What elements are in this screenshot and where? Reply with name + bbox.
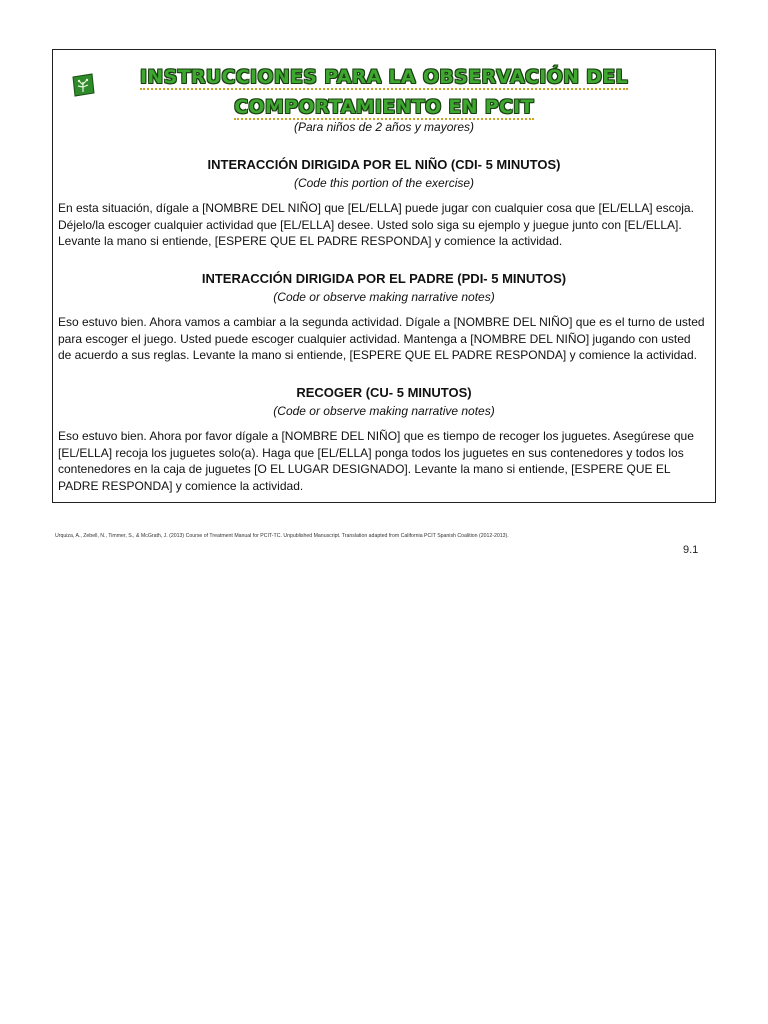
section-pdi-body: Eso estuvo bien. Ahora vamos a cambiar a la segunda actividad. Dígale a [NOMBRE DEL NIÑO] que es el turno de usted para escoger el juego. Usted puede escoger cualquier actividad. Mantenga a [NOMBRE DEL NIÑO] jugando con usted de acuerdo a sus reglas. Levante la mano si entiende, [ESPERE QUE EL PADRE RESPONDA] y comience la actividad. <box>58 315 705 363</box>
section-pdi-heading: INTERACCIÓN DIRIGIDA POR EL PADRE (PDI- 5 MINUTOS) <box>201 271 567 286</box>
instructions-box <box>52 49 716 503</box>
subtitle: (Para niños de 2 años y mayores) <box>293 120 475 134</box>
section-cu-heading: RECOGER (CU- 5 MINUTOS) <box>296 385 472 400</box>
document-title <box>53 62 715 122</box>
section-cdi-note: (Code this portion of the exercise) <box>293 176 475 190</box>
section-cu-note: (Code or observe making narrative notes) <box>273 404 495 418</box>
title-line-1: INSTRUCCIONES PARA LA OBSERVACIÓN DEL <box>140 66 628 88</box>
title-line-2: COMPORTAMIENTO EN PCIT <box>234 96 534 118</box>
section-cu-body: Eso estuvo bien. Ahora por favor dígale a [NOMBRE DEL NIÑO] que es tiempo de recoger los juguetes. Asegúrese que [EL/ELLA] recoja los juguetes solo(a). Haga que [EL/ELLA] ponga todos los juguetes en sus contenedores y todos los contenedores en la caja de juguetes [O EL LUGAR DESIGNADO]. Levante la mano si entiende, [ESPERE QUE EL PADRE RESPONDA] y comience la actividad. <box>58 429 694 493</box>
citation: Urquiza, A., Zebell, N., Timmer, S., & McGrath, J. (2013) Course of Treatment Manual for PCIT-TC. Unpublished Manuscript. Translation adapted from California PCIT Spanish Coalition (2012-2013). <box>55 533 509 539</box>
page-number: 9.1 <box>683 544 699 556</box>
section-pdi-note: (Code or observe making narrative notes) <box>273 290 495 304</box>
section-cdi-body: En esta situación, dígale a [NOMBRE DEL NIÑO] que [EL/ELLA] puede jugar con cualquier cosa que [EL/ELLA] escoja. Déjelo/la escoger cualquier actividad que [EL/ELLA] desee. Usted solo siga su ejemplo y juegue junto con [EL/ELLA]. Levante la mano si entiende, [ESPERE QUE EL PADRE RESPONDA] y comience la actividad. <box>58 201 694 249</box>
section-cdi-heading: INTERACCIÓN DIRIGIDA POR EL NIÑO (CDI- 5 MINUTOS) <box>207 157 561 172</box>
